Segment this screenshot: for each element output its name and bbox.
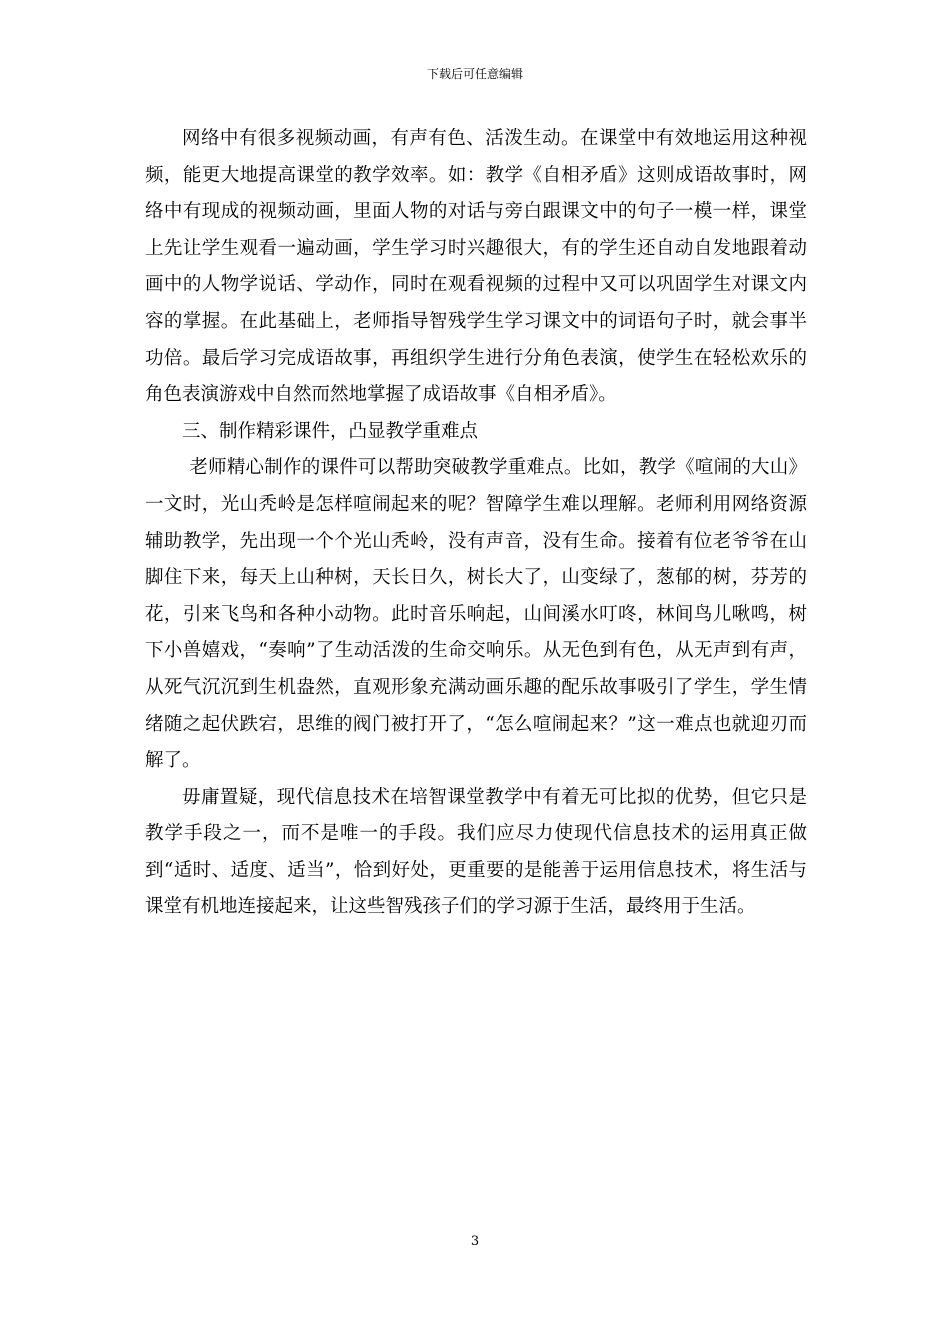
page-header: 下载后可任意编辑 [426, 67, 523, 81]
paragraph-conclusion: 毋庸置疑，现代信息技术在培智课堂教学中有着无可比拟的优势，但它只是教学手段之一，而不是唯一的手段。我们应尽力使现代信息技术的运用真正做到“适时、适度、适当”，恰到好处，更重要的是能善于运用信息技术，将生活与课堂有机地连接起来，让这些智残孩子们的学习源于生活，最终用于生活。 [145, 786, 807, 918]
document-body [145, 121, 807, 926]
paragraph-courseware: 老师精心制作的课件可以帮助突破教学重难点。比如，教学《喧闹的大山》一文时，光山秃岭是怎样喧闹起来的呢？智障学生难以理解。老师利用网络资源辅助教学，先出现一个个光山秃岭，没有声音，没有生命。接着有位老爷爷在山脚住下来，每天上山种树，天长日久，树长大了，山变绿了，葱郁的树，芬芳的花，引来飞鸟和各种小动物。此时音乐响起，山间溪水叮咚，林间鸟儿啾鸣，树下小兽嬉戏，“奏响”了生动活泼的生命交响乐。从无色到有色，从无声到有声，从死气沉沉到生机盎然，直观形象充满动画乐趣的配乐故事吸引了学生，学生情绪随之起伏跌宕，思维的阀门被打开了，“怎么喧闹起来？”这一难点也就迎刃而解了。 [145, 457, 807, 772]
section-heading: 三、制作精彩课件，凸显教学重难点 [182, 420, 479, 442]
paragraph-video-animation: 网络中有很多视频动画，有声有色、活泼生动。在课堂中有效地运用这种视频，能更大地提高课堂的教学效率。如：教学《自相矛盾》这则成语故事时，网络中有现成的视频动画，里面人物的对话与旁白跟课文中的句子一模一样，课堂上先让学生观看一遍动画，学生学习时兴趣很大，有的学生还自动自发地跟着动画中的人物学说话、学动作，同时在观看视频的过程中又可以巩固学生对课文内容的掌握。在此基础上，老师指导智残学生学习课文中的词语句子时，就会事半功倍。最后学习完成语故事，再组织学生进行分角色表演，使学生在轻松欢乐的角色表演游戏中自然而然地掌握了成语故事《自相矛盾》。 [145, 128, 807, 406]
page-number: 3 [470, 1234, 480, 1249]
